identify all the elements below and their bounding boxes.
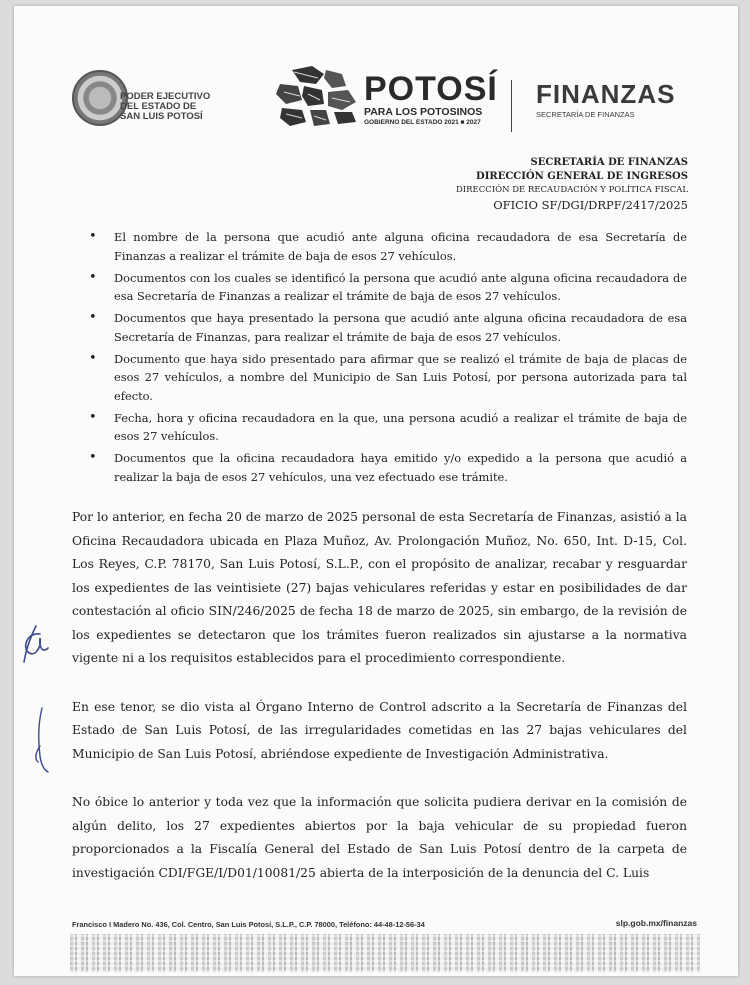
body-text [72,506,687,910]
header-divider [511,80,512,132]
requested-items-list [72,228,687,490]
handwritten-signature-mark [28,706,58,776]
brand-title: POTOSÍ [364,70,498,108]
list-item: • Fecha, hora y oficina recaudadora en la que, una persona acudió a realizar el trámite de baja de esos 27 vehículos. [72,409,687,446]
government-name [120,92,210,122]
reference-secretariat: SECRETARÍA DE FINANZAS [530,157,688,168]
dept-title: FINANZAS [536,79,676,109]
reference-oficio-number: OFICIO SF/DGI/DRPF/2417/2025 [493,198,688,212]
gov-line: SAN LUIS POTOSÍ [120,111,203,122]
brand-subtitle: PARA LOS POTOSINOS [364,106,483,118]
potosi-brand [364,72,498,127]
list-item: • El nombre de la persona que acudió ante alguna oficina recaudadora de esa Secretaría de Finanzas a realizar el trámite de baja de esos 27 vehículos. [72,228,687,265]
body-paragraph: En ese tenor, se dio vista al Órgano Interno de Control adscrito a la Secretaría de Finanzas del Estado de San Luis Potosí, de las irregularidades cometidas en las 27 bajas vehiculares del Municipio de San Luis Potosí, abriéndose expediente de Investigación Administrativa. [72,699,687,761]
letterhead [14,6,738,156]
list-item: • Documentos con los cuales se identificó la persona que acudió ante alguna oficina recaudadora de esa Secretaría de Finanzas a realizar el trámite de baja de esos 27 vehículos. [72,269,687,306]
list-item: • Documentos que haya presentado la persona que acudió ante alguna oficina recaudadora de esa Secretaría de Finanzas, para realizar el trámite de baja de esos 27 vehículos. [72,309,687,346]
footer-address: Francisco I Madero No. 436, Col. Centro, San Luis Potosí, S.L.P., C.P. 78000, Teléfono: 44-48-12-56-34 [72,920,425,929]
footer-decorative-band-overlay [70,934,700,972]
document-reference [456,156,688,213]
body-paragraph: Por lo anterior, en fecha 20 de marzo de 2025 personal de esta Secretaría de Finanzas, asistió a la Oficina Recaudadora ubicada en Plaza Muñoz, Av. Prolongación Muñoz, No. 650, Int. D-15, Col. Los Reyes, C.P. 78170, San Luis Potosí, S.L.P., con el propósito de analizar, recabar y resguardar los expedientes de las veintisiete (27) bajas vehiculares referidas y estar en posibilidades de dar contestación al oficio SIN/246/2025 de fecha 18 de marzo de 2025, sin embargo, de la revisión de los expedientes se detectaron que los trámites fueron realizados sin ajustarse a la normativa vigente ni a los requisitos establecidos para el procedimiento correspondiente. [72,510,687,665]
dept-subtitle: SECRETARÍA DE FINANZAS [536,110,635,119]
handwritten-initial-mark [18,624,52,664]
list-item: • Documentos que la oficina recaudadora haya emitido y/o expedido a la persona que acudió a realizar la baja de esos 27 vehículos, una vez efectuado ese trámite. [72,449,687,486]
footer-website: slp.gob.mx/finanzas [615,918,697,928]
reference-subdirection: DIRECCIÓN DE RECAUDACIÓN Y POLÍTICA FISCAL [455,185,688,195]
reference-direction: DIRECCIÓN GENERAL DE INGRESOS [476,171,688,182]
gov-line: PODER EJECUTIVO [120,91,211,102]
potosi-emblem-logo [272,64,364,128]
document-page [14,6,738,976]
finanzas-brand [536,80,675,122]
list-item: • Documento que haya sido presentado para afirmar que se realizó el trámite de baja de placas de esos 27 vehículos, a nombre del Municipio de San Luis Potosí, por persona autorizada para tal efecto. [72,350,687,406]
gov-line: DEL ESTADO DE [120,101,197,112]
brand-period: GOBIERNO DEL ESTADO 2021 ■ 2027 [364,119,481,126]
body-paragraph: No óbice lo anterior y toda vez que la información que solicita pudiera derivar en la comisión de algún delito, los 27 expedientes abiertos por la baja vehicular de su propiedad fueron proporcionados a la Fiscalía General del Estado de San Luis Potosí dentro de la carpeta de investigación CDI/FGE/I/D01/10081/25 abierta de la interposición de la denuncia del C. Luis [72,795,687,880]
